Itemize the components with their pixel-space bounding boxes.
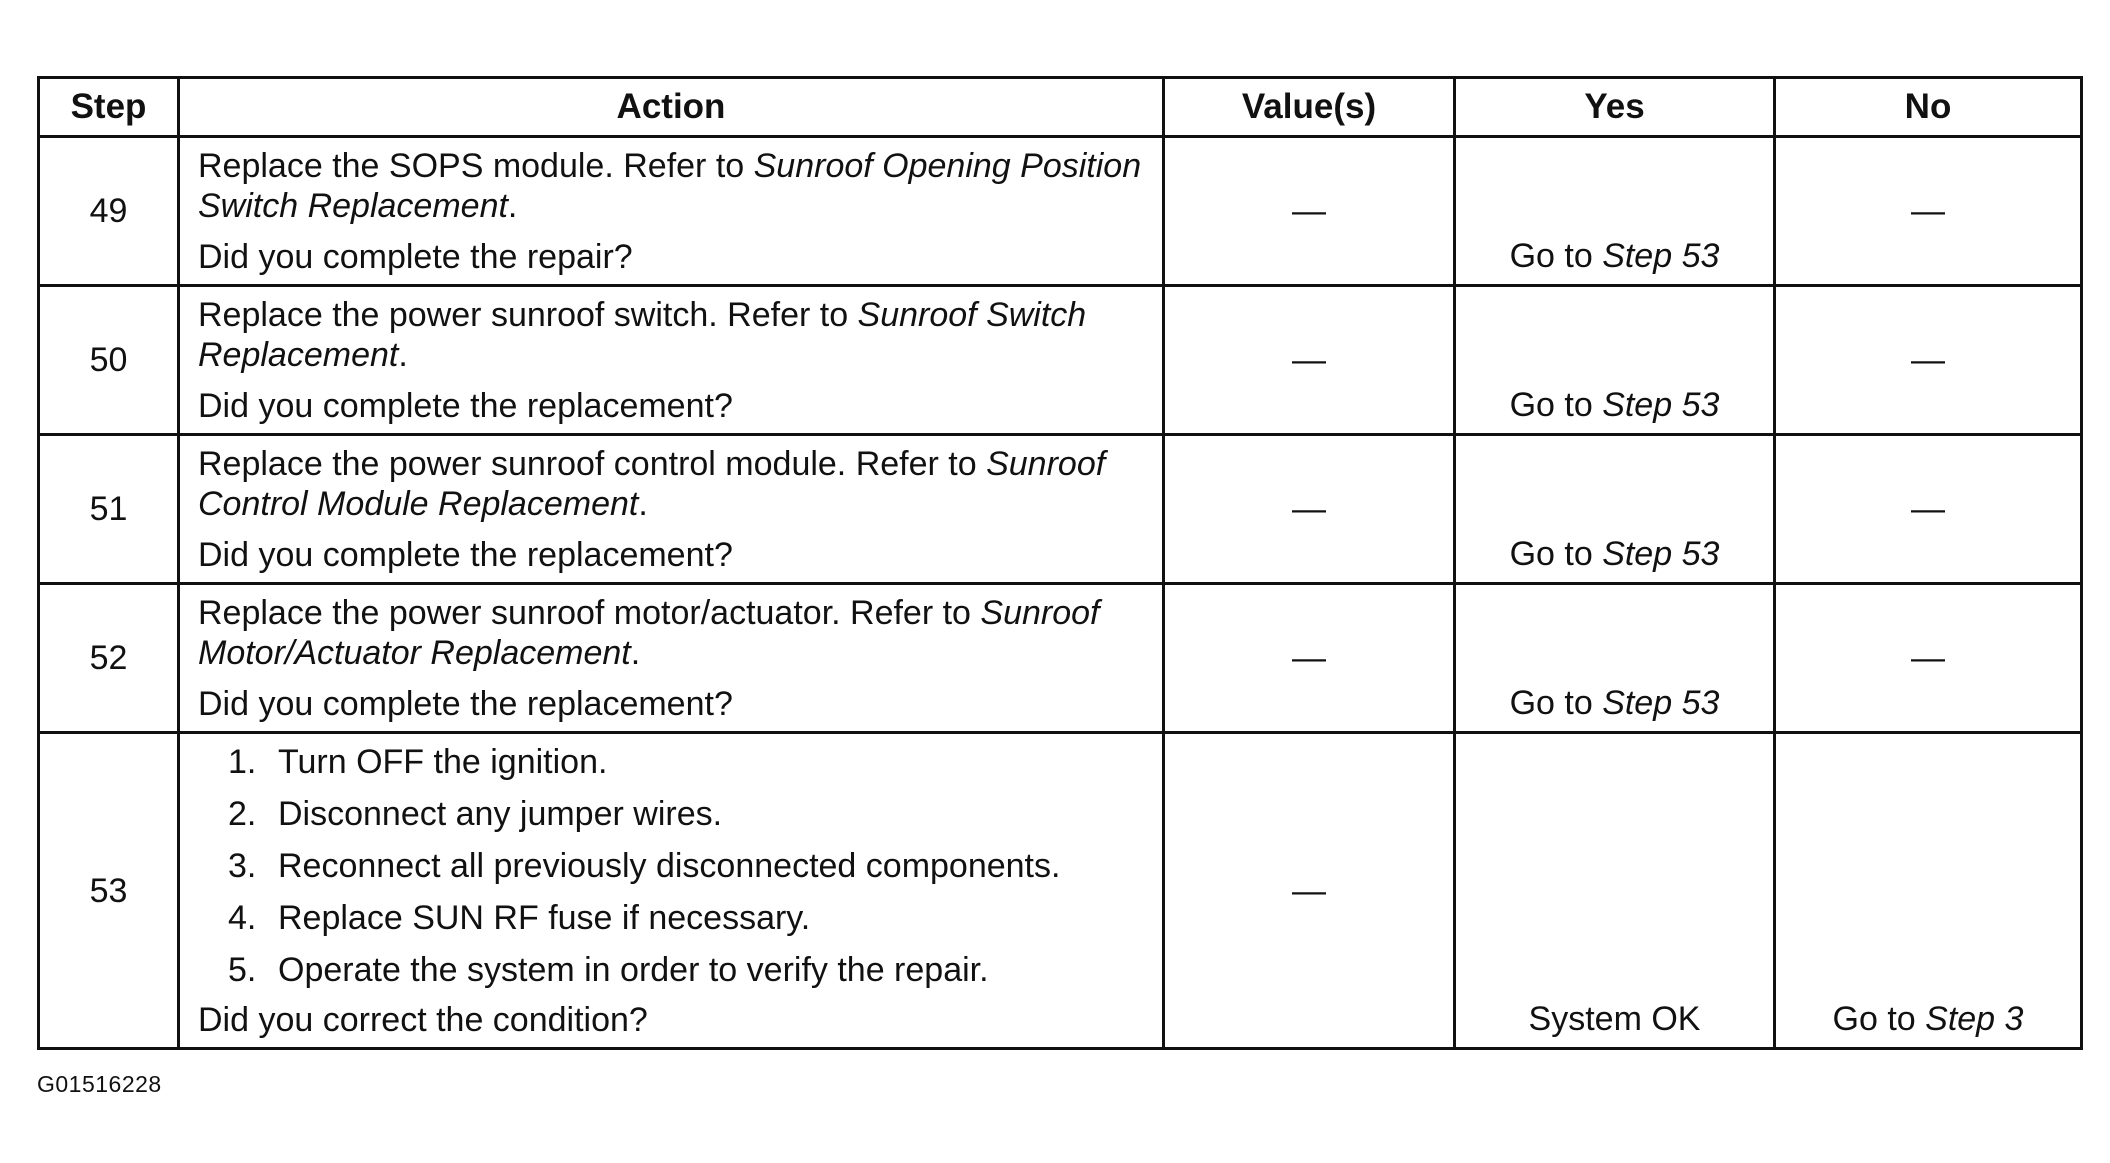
action-punct: .	[398, 336, 408, 374]
list-number: 4.	[228, 899, 257, 937]
list-item	[198, 898, 1148, 938]
yes-outcome	[1456, 534, 1773, 574]
step-number: 49	[39, 137, 179, 286]
action-text: Replace the power sunroof motor/actuator. Refer to	[198, 594, 981, 632]
list-item	[198, 950, 1148, 990]
table-row	[39, 435, 2082, 584]
value-cell: —	[1164, 286, 1455, 435]
action-question: Did you complete the repair?	[198, 238, 633, 276]
yes-cell	[1455, 584, 1775, 733]
action-instruction	[198, 146, 1148, 226]
step-number: 50	[39, 286, 179, 435]
figure-id: G01516228	[37, 1071, 162, 1097]
step-number: 52	[39, 584, 179, 733]
procedure-list	[198, 742, 1148, 990]
reference-link[interactable]: Sunroof Switch Replacement	[198, 296, 1087, 374]
goto-text: Go to	[1832, 1000, 1926, 1038]
yes-cell	[1455, 137, 1775, 286]
action-question: Did you correct the condition?	[198, 1001, 648, 1039]
list-item	[198, 742, 1148, 782]
action-question: Did you complete the replacement?	[198, 685, 733, 723]
table-row	[39, 137, 2082, 286]
goto-text: Go to	[1509, 535, 1603, 573]
table-row	[39, 733, 2082, 1049]
step-link[interactable]: Step 3	[1925, 1000, 2024, 1038]
step-number: 51	[39, 435, 179, 584]
goto-text: Go to	[1509, 684, 1603, 722]
table-row	[39, 286, 2082, 435]
yes-outcome	[1456, 683, 1773, 723]
list-number: 5.	[228, 951, 257, 989]
header-yes: Yes	[1455, 78, 1775, 137]
value-cell: —	[1164, 733, 1455, 1049]
step-link[interactable]: Step 53	[1602, 237, 1720, 275]
action-punct: .	[630, 634, 641, 672]
header-no: No	[1775, 78, 2082, 137]
yes-outcome	[1456, 236, 1773, 276]
action-cell	[179, 733, 1164, 1049]
action-punct: .	[638, 485, 648, 523]
action-text: Replace the power sunroof switch. Refer to	[198, 296, 858, 334]
action-punct: .	[507, 187, 518, 225]
header-row	[39, 78, 2082, 137]
list-text: Turn OFF the ignition.	[278, 743, 608, 781]
no-cell: —	[1775, 584, 2082, 733]
list-text: Disconnect any jumper wires.	[278, 795, 723, 833]
action-question: Did you complete the replacement?	[198, 387, 733, 425]
reference-link[interactable]: Sunroof Motor/Actuator Replacement	[198, 594, 1100, 672]
value-cell: —	[1164, 435, 1455, 584]
goto-text: Go to	[1509, 237, 1603, 275]
yes-cell	[1455, 435, 1775, 584]
action-instruction	[198, 444, 1148, 524]
step-number: 53	[39, 733, 179, 1049]
yes-cell	[1455, 286, 1775, 435]
list-text: Replace SUN RF fuse if necessary.	[278, 899, 811, 937]
value-cell: —	[1164, 137, 1455, 286]
reference-link[interactable]: Sunroof Opening Position Switch Replacement	[198, 147, 1142, 225]
list-text: Operate the system in order to verify the repair.	[278, 951, 989, 989]
list-text: Reconnect all previously disconnected components.	[278, 847, 1061, 885]
action-instruction	[198, 295, 1148, 375]
action-cell	[179, 584, 1164, 733]
no-cell: —	[1775, 137, 2082, 286]
goto-text: Go to	[1509, 386, 1603, 424]
action-text: Replace the SOPS module. Refer to	[198, 147, 754, 185]
header-step: Step	[39, 78, 179, 137]
list-number: 1.	[228, 743, 257, 781]
list-number: 3.	[228, 847, 257, 885]
step-link[interactable]: Step 53	[1602, 684, 1720, 722]
action-question: Did you complete the replacement?	[198, 536, 733, 574]
list-item	[198, 794, 1148, 834]
list-number: 2.	[228, 795, 257, 833]
no-cell	[1775, 733, 2082, 1049]
reference-link[interactable]: Sunroof Control Module Replacement	[198, 445, 1106, 523]
header-action: Action	[179, 78, 1164, 137]
yes-outcome	[1456, 385, 1773, 425]
action-cell	[179, 286, 1164, 435]
diagnostic-table	[37, 76, 2083, 1050]
yes-cell	[1455, 733, 1775, 1049]
no-outcome	[1776, 999, 2080, 1039]
action-cell	[179, 137, 1164, 286]
list-item	[198, 846, 1148, 886]
step-link[interactable]: Step 53	[1602, 386, 1720, 424]
step-link[interactable]: Step 53	[1602, 535, 1720, 573]
header-values: Value(s)	[1164, 78, 1455, 137]
action-cell	[179, 435, 1164, 584]
action-instruction	[198, 593, 1148, 673]
no-cell: —	[1775, 286, 2082, 435]
table-row	[39, 584, 2082, 733]
value-cell: —	[1164, 584, 1455, 733]
action-text: Replace the power sunroof control module. Refer to	[198, 445, 987, 483]
yes-outcome: System OK	[1528, 1000, 1701, 1038]
no-cell: —	[1775, 435, 2082, 584]
